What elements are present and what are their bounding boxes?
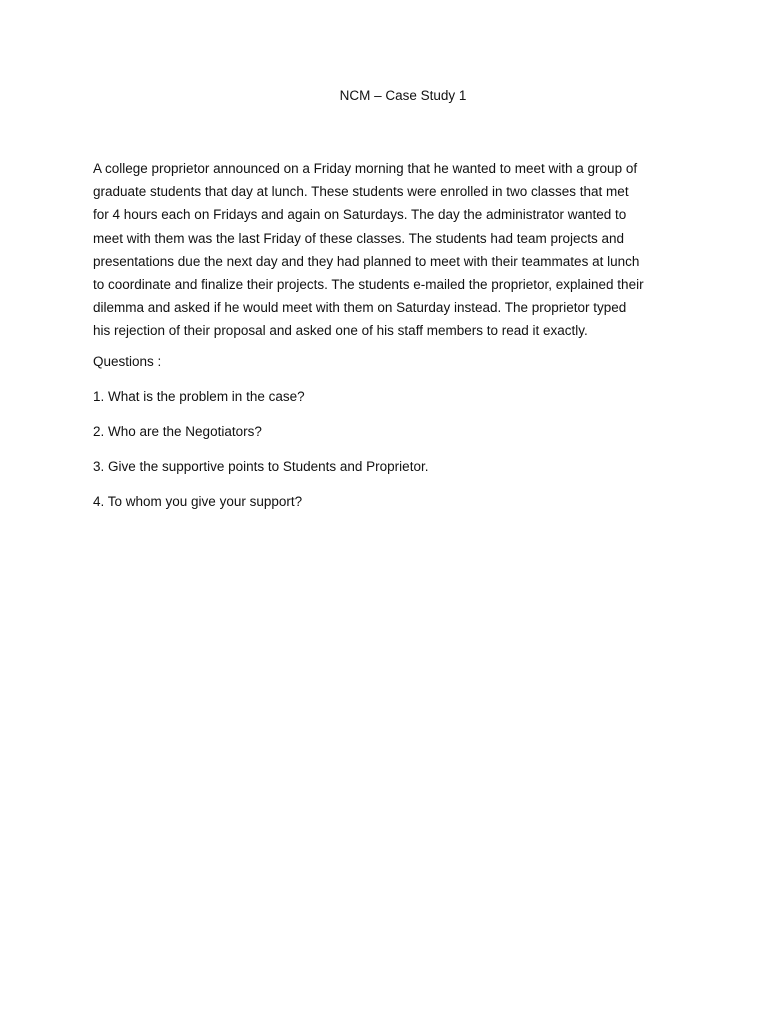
paragraph-line: his rejection of their proposal and asked one of his staff members to read it exactly. — [93, 323, 588, 339]
paragraph-line: meet with them was the last Friday of these classes. The students had team projects and — [93, 230, 625, 246]
document-title: NCM – Case Study 1 — [339, 88, 467, 103]
paragraph-line: for 4 hours each on Fridays and again on Saturdays. The day the administrator wanted to — [93, 207, 627, 223]
question-item: 2. Who are the Negotiators? — [93, 424, 262, 439]
questions-heading: Questions : — [93, 354, 162, 369]
paragraph-line: A college proprietor announced on a Friday morning that he wanted to meet with a group of — [93, 161, 638, 176]
paragraph-line: graduate students that day at lunch. These students were enrolled in two classes that met — [93, 184, 629, 200]
paragraph-line: presentations due the next day and they had planned to meet with their teammates at lunch — [93, 253, 640, 269]
paragraph-line: dilemma and asked if he would meet with them on Saturday instead. The proprietor typed — [93, 300, 627, 316]
question-item: 1. What is the problem in the case? — [93, 389, 305, 404]
question-item: 3. Give the supportive points to Students and Proprietor. — [93, 459, 429, 474]
paragraph-line: to coordinate and finalize their projects. The students e-mailed the proprietor, explained their — [93, 276, 644, 292]
question-item: 4. To whom you give your support? — [93, 494, 303, 509]
case-paragraph — [93, 157, 713, 343]
